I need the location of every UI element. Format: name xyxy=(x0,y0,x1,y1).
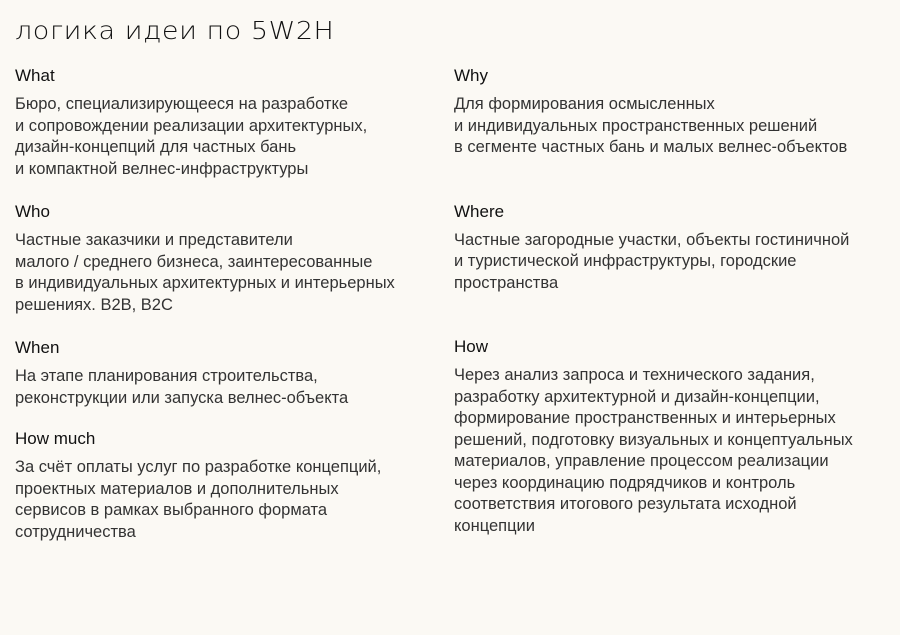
section-where xyxy=(454,202,894,295)
section-text-why: Для формирования осмысленных и индивидуальных пространственных решений в сегменте частных бань и малых велнес-объектов xyxy=(454,95,848,156)
section-text-when: На этапе планирования строительства, реконструкции или запуска велнес-объекта xyxy=(15,367,349,407)
section-text-how-much: За счёт оплаты услуг по разработке концепций, проектных материалов и дополнительных сервисов в рамках выбранного формата сотрудничества xyxy=(15,458,382,541)
section-heading-who: Who xyxy=(15,202,50,221)
section-how xyxy=(454,337,894,537)
section-heading-when: When xyxy=(15,338,60,357)
section-why xyxy=(454,66,894,159)
section-heading-what: What xyxy=(15,66,55,85)
section-how-much xyxy=(15,429,445,543)
section-text-who: Частные заказчики и представители малого / среднего бизнеса, заинтересованные в индивидуальных архитектурных и интерьерных решениях. B2B, B2C xyxy=(15,231,395,314)
section-heading-why: Why xyxy=(454,66,488,85)
section-heading-how-much: How much xyxy=(15,429,96,448)
left-column xyxy=(15,66,445,543)
section-who xyxy=(15,202,445,316)
right-column xyxy=(454,66,894,537)
section-text-where: Частные загородные участки, объекты гостиничной и туристической инфраструктуры, городские пространства xyxy=(454,230,850,292)
section-text-how: Через анализ запроса и технического задания, разработку архитектурной и дизайн-концепции, формирование пространственных и интерьерных решений, подготовку визуальных и концептуальных материалов, управление процессом реализации через координацию подрядчиков и контроль соответствия итогового результата исходной концепции xyxy=(454,366,853,535)
section-text-what: Бюро, специализирующееся на разработке и сопровождении реализации архитектурных, дизайн-концепций для частных бань и компактной велнес-инфраструктуры xyxy=(15,95,368,178)
page-title: логика идеи по 5W2H xyxy=(15,16,335,45)
section-heading-where: Where xyxy=(454,201,505,221)
section-when xyxy=(15,338,445,409)
section-heading-how: How xyxy=(454,337,489,356)
section-what xyxy=(15,66,445,180)
